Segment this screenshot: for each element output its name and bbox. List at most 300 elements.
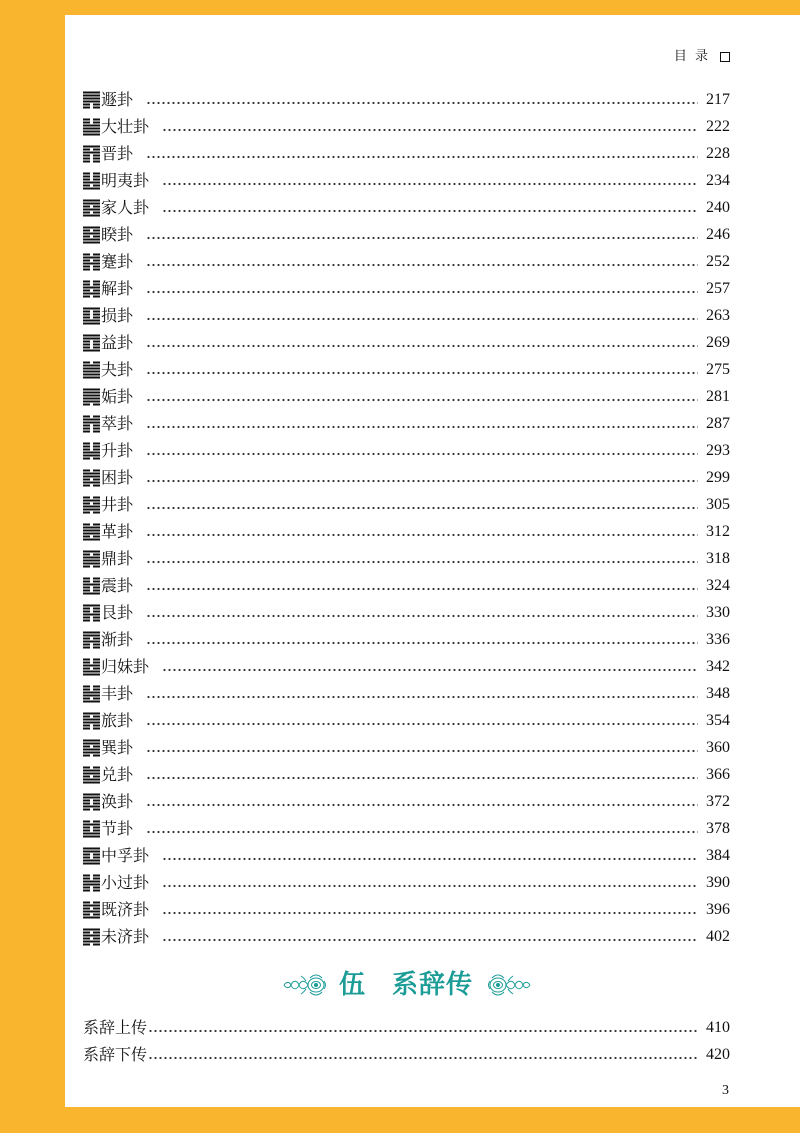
page-number: 3 — [722, 1083, 729, 1098]
yang-line — [83, 562, 100, 564]
section-title: 系辞传 — [392, 970, 474, 1000]
yin-line-segment — [83, 148, 90, 150]
hexagram-icon — [83, 847, 100, 865]
yang-line — [83, 673, 100, 675]
yin-line-segment — [93, 943, 100, 945]
toc-list — [83, 86, 730, 950]
yin-line-segment — [93, 856, 100, 858]
entry-page-ref: 240 — [706, 199, 730, 216]
yin-line-segment — [93, 688, 100, 690]
hexagram-icon — [83, 658, 100, 676]
yin-line-segment — [93, 685, 100, 687]
hexagram-icon — [83, 442, 100, 460]
yang-line — [83, 187, 100, 189]
yin-line-segment — [93, 448, 100, 450]
yin-line-segment — [93, 430, 100, 432]
yin-line-segment — [83, 697, 90, 699]
yin-line-segment — [83, 106, 90, 108]
yin-line-segment — [93, 697, 100, 699]
toc-entry — [83, 518, 730, 545]
toc-entry — [83, 680, 730, 707]
yin-line-segment — [83, 403, 90, 405]
hexagram-icon — [83, 523, 100, 541]
toc-entry — [83, 545, 730, 572]
entry-name: 解卦 — [101, 279, 134, 298]
yin-line-segment — [93, 280, 100, 282]
yang-line — [83, 538, 100, 540]
yang-line — [83, 505, 100, 507]
yang-line — [83, 475, 100, 477]
square-icon — [720, 52, 730, 62]
yin-line-segment — [83, 175, 90, 177]
toc-entry — [83, 923, 730, 950]
toc-entry — [83, 113, 730, 140]
yang-line — [83, 202, 100, 204]
yin-line-segment — [83, 253, 90, 255]
yang-line — [83, 238, 100, 240]
yin-line-segment — [93, 415, 100, 417]
hexagram-icon — [83, 91, 100, 109]
yin-line-segment — [83, 886, 90, 888]
dot-leader — [146, 101, 698, 105]
entry-page-ref: 222 — [706, 118, 730, 135]
yin-line-segment — [93, 889, 100, 891]
hexagram-icon — [83, 307, 100, 325]
dot-leader — [146, 641, 698, 645]
yang-line — [83, 781, 100, 783]
hexagram-icon — [83, 928, 100, 946]
yin-line-segment — [83, 268, 90, 270]
yin-line-segment — [83, 553, 90, 555]
yin-line-segment — [93, 106, 100, 108]
dot-leader — [146, 236, 698, 240]
yin-line-segment — [83, 289, 90, 291]
yin-line-segment — [93, 829, 100, 831]
yang-line — [83, 739, 100, 741]
yin-line-segment — [83, 457, 90, 459]
entry-page-ref: 299 — [706, 469, 730, 486]
toc-entry — [83, 1041, 730, 1068]
yin-line-segment — [93, 265, 100, 267]
entry-name: 震卦 — [101, 576, 134, 595]
yin-line-segment — [93, 484, 100, 486]
yin-line-segment — [93, 586, 100, 588]
yin-line-segment — [93, 316, 100, 318]
yin-line-segment — [93, 253, 100, 255]
yang-line — [83, 499, 100, 501]
hexagram-icon — [83, 685, 100, 703]
yin-line-segment — [83, 535, 90, 537]
hexagram-icon — [83, 712, 100, 730]
dot-leader — [146, 452, 698, 456]
toc-entry — [83, 140, 730, 167]
yin-line-segment — [83, 667, 90, 669]
yang-line — [83, 400, 100, 402]
yin-line-segment — [93, 580, 100, 582]
yin-line-segment — [83, 685, 90, 687]
yang-line — [83, 904, 100, 906]
yin-line-segment — [83, 856, 90, 858]
yin-line-segment — [83, 502, 90, 504]
entry-name: 遯卦 — [101, 90, 134, 109]
dot-leader — [146, 317, 698, 321]
yang-line — [83, 127, 100, 129]
yin-line-segment — [93, 235, 100, 237]
entry-page-ref: 269 — [706, 334, 730, 351]
yin-line-segment — [93, 259, 100, 261]
yin-line-segment — [93, 610, 100, 612]
yin-line-segment — [93, 160, 100, 162]
yang-line — [83, 880, 100, 882]
yin-line-segment — [83, 775, 90, 777]
yin-line-segment — [93, 478, 100, 480]
yin-line-segment — [83, 478, 90, 480]
yin-line-segment — [93, 901, 100, 903]
toc-entry — [83, 383, 730, 410]
yin-line-segment — [93, 907, 100, 909]
entry-page-ref: 257 — [706, 280, 730, 297]
yin-line-segment — [93, 565, 100, 567]
dot-leader — [146, 722, 698, 726]
hexagram-icon — [83, 145, 100, 163]
yang-line — [83, 823, 100, 825]
toc-entry — [83, 788, 730, 815]
yin-line-segment — [83, 178, 90, 180]
header-title: 目 录 — [673, 49, 710, 64]
yin-line-segment — [93, 658, 100, 660]
dot-leader — [162, 857, 698, 861]
toc-entry — [83, 275, 730, 302]
yin-line-segment — [93, 853, 100, 855]
entry-page-ref: 402 — [706, 928, 730, 945]
yin-line-segment — [93, 184, 100, 186]
yin-line-segment — [83, 658, 90, 660]
entry-name: 晋卦 — [101, 144, 134, 163]
yin-line-segment — [83, 469, 90, 471]
toc-entry — [83, 167, 730, 194]
yang-line — [83, 145, 100, 147]
yin-line-segment — [93, 289, 100, 291]
yin-line-segment — [83, 826, 90, 828]
yang-line — [83, 334, 100, 336]
yin-line-segment — [83, 484, 90, 486]
toc-entry — [83, 815, 730, 842]
dot-leader — [146, 587, 698, 591]
toc-entry — [83, 1014, 730, 1041]
yang-line — [83, 388, 100, 390]
yin-line-segment — [93, 445, 100, 447]
yang-line — [83, 640, 100, 642]
yang-line — [83, 256, 100, 258]
yang-line — [83, 796, 100, 798]
yang-line — [83, 214, 100, 216]
yin-line-segment — [93, 877, 100, 879]
yang-line — [83, 397, 100, 399]
yang-line — [83, 97, 100, 99]
yin-line-segment — [93, 937, 100, 939]
yang-line — [83, 370, 100, 372]
yin-line-segment — [93, 766, 100, 768]
yin-line-segment — [83, 766, 90, 768]
yang-line — [83, 694, 100, 696]
yin-line-segment — [83, 637, 90, 639]
toc-entry — [83, 491, 730, 518]
yang-line — [83, 712, 100, 714]
entry-name: 小过卦 — [101, 873, 150, 892]
yin-line-segment — [83, 346, 90, 348]
yang-line — [83, 751, 100, 753]
dot-leader — [146, 506, 698, 510]
yin-line-segment — [93, 553, 100, 555]
entry-name: 兑卦 — [101, 765, 134, 784]
entry-page-ref: 378 — [706, 820, 730, 837]
yin-line-segment — [83, 265, 90, 267]
yin-line-segment — [83, 343, 90, 345]
yin-line-segment — [83, 415, 90, 417]
toc-entry — [83, 572, 730, 599]
yang-line — [83, 700, 100, 702]
yin-line-segment — [83, 877, 90, 879]
yin-line-segment — [93, 340, 100, 342]
yin-line-segment — [93, 523, 100, 525]
section-toc-list — [83, 1014, 730, 1068]
yin-line-segment — [93, 616, 100, 618]
dot-leader — [146, 479, 698, 483]
entry-name: 蹇卦 — [101, 252, 134, 271]
yin-line-segment — [83, 901, 90, 903]
dot-leader — [146, 695, 698, 699]
entry-page-ref: 348 — [706, 685, 730, 702]
entry-page-ref: 305 — [706, 496, 730, 513]
yin-line-segment — [83, 745, 90, 747]
toc-entry — [83, 302, 730, 329]
yin-line-segment — [93, 619, 100, 621]
yang-line — [83, 181, 100, 183]
yin-line-segment — [83, 259, 90, 261]
yin-line-segment — [93, 178, 100, 180]
yin-line-segment — [83, 424, 90, 426]
yin-line-segment — [83, 229, 90, 231]
yin-line-segment — [93, 211, 100, 213]
yin-line-segment — [83, 121, 90, 123]
yang-line — [83, 805, 100, 807]
yin-line-segment — [83, 661, 90, 663]
dot-leader — [146, 425, 698, 429]
yin-line-segment — [93, 724, 100, 726]
yin-line-segment — [83, 943, 90, 945]
dot-leader — [146, 344, 698, 348]
yang-line — [83, 718, 100, 720]
yin-line-segment — [93, 808, 100, 810]
yin-line-segment — [93, 457, 100, 459]
yin-line-segment — [93, 118, 100, 120]
entry-page-ref: 281 — [706, 388, 730, 405]
yang-line — [83, 307, 100, 309]
entry-page-ref: 330 — [706, 604, 730, 621]
running-header — [674, 49, 730, 65]
yang-line — [83, 859, 100, 861]
yin-line-segment — [83, 724, 90, 726]
yang-line — [83, 508, 100, 510]
yin-line-segment — [83, 931, 90, 933]
yin-line-segment — [93, 661, 100, 663]
toc-entry — [83, 599, 730, 626]
entry-name: 巽卦 — [101, 738, 134, 757]
hexagram-icon — [83, 388, 100, 406]
yang-line — [83, 772, 100, 774]
yang-line — [83, 472, 100, 474]
toc-entry — [83, 221, 730, 248]
entry-name: 系辞上传 — [83, 1018, 148, 1037]
yin-line-segment — [93, 715, 100, 717]
yin-line-segment — [93, 229, 100, 231]
yang-line — [83, 832, 100, 834]
hexagram-icon — [83, 766, 100, 784]
section-numeral: 伍 — [339, 970, 366, 1000]
hexagram-icon — [83, 820, 100, 838]
toc-entry — [83, 86, 730, 113]
hexagram-icon — [83, 199, 100, 217]
yin-line-segment — [83, 853, 90, 855]
yin-line-segment — [83, 802, 90, 804]
hexagram-icon — [83, 253, 100, 271]
yin-line-segment — [83, 619, 90, 621]
yin-line-segment — [83, 211, 90, 213]
yang-line — [83, 421, 100, 423]
yin-line-segment — [93, 469, 100, 471]
yang-line — [83, 631, 100, 633]
entry-page-ref: 396 — [706, 901, 730, 918]
toc-entry — [83, 437, 730, 464]
entry-name: 升卦 — [101, 441, 134, 460]
yin-line-segment — [93, 313, 100, 315]
yin-line-segment — [93, 268, 100, 270]
yin-line-segment — [83, 616, 90, 618]
hexagram-icon — [83, 361, 100, 379]
yang-line — [83, 262, 100, 264]
yang-line — [83, 394, 100, 396]
entry-page-ref: 312 — [706, 523, 730, 540]
entry-page-ref: 384 — [706, 847, 730, 864]
yang-line — [83, 556, 100, 558]
yang-line — [83, 835, 100, 837]
yang-line — [83, 604, 100, 606]
yang-line — [83, 550, 100, 552]
entry-name: 革卦 — [101, 522, 134, 541]
entry-page-ref: 420 — [706, 1046, 730, 1063]
entry-name: 未济卦 — [101, 927, 150, 946]
yin-line-segment — [93, 802, 100, 804]
yin-line-segment — [93, 442, 100, 444]
yin-line-segment — [93, 361, 100, 363]
yin-line-segment — [83, 442, 90, 444]
yin-line-segment — [83, 820, 90, 822]
hexagram-icon — [83, 280, 100, 298]
yang-line — [83, 910, 100, 912]
entry-page-ref: 354 — [706, 712, 730, 729]
toc-entry — [83, 194, 730, 221]
hexagram-icon — [83, 577, 100, 595]
yin-line-segment — [83, 280, 90, 282]
yin-line-segment — [93, 172, 100, 174]
entry-name: 益卦 — [101, 333, 134, 352]
yang-line — [83, 532, 100, 534]
entry-page-ref: 275 — [706, 361, 730, 378]
hexagram-icon — [83, 550, 100, 568]
yin-line-segment — [83, 310, 90, 312]
entry-page-ref: 336 — [706, 631, 730, 648]
yin-line-segment — [93, 820, 100, 822]
yin-line-segment — [93, 403, 100, 405]
entry-name: 井卦 — [101, 495, 134, 514]
yang-line — [83, 130, 100, 132]
yang-line — [83, 367, 100, 369]
yin-line-segment — [83, 610, 90, 612]
yin-line-segment — [93, 103, 100, 105]
yang-line — [83, 337, 100, 339]
toc-entry — [83, 896, 730, 923]
yin-line-segment — [83, 205, 90, 207]
yin-line-segment — [83, 235, 90, 237]
yin-line-segment — [93, 205, 100, 207]
hexagram-icon — [83, 874, 100, 892]
entry-page-ref: 252 — [706, 253, 730, 270]
yang-line — [83, 151, 100, 153]
hexagram-icon — [83, 469, 100, 487]
yin-line-segment — [93, 577, 100, 579]
yang-line — [83, 454, 100, 456]
yin-line-segment — [83, 295, 90, 297]
yin-line-segment — [93, 646, 100, 648]
yin-line-segment — [93, 589, 100, 591]
yin-line-segment — [83, 523, 90, 525]
yang-line — [83, 691, 100, 693]
entry-page-ref: 390 — [706, 874, 730, 891]
yin-line-segment — [93, 496, 100, 498]
dot-leader — [146, 749, 698, 753]
yin-line-segment — [93, 283, 100, 285]
entry-name: 损卦 — [101, 306, 134, 325]
yin-line-segment — [93, 913, 100, 915]
entry-name: 鼎卦 — [101, 549, 134, 568]
entry-page-ref: 342 — [706, 658, 730, 675]
yang-line — [83, 91, 100, 93]
entry-page-ref: 287 — [706, 415, 730, 432]
entry-name: 渐卦 — [101, 630, 134, 649]
yin-line-segment — [83, 808, 90, 810]
entry-name: 艮卦 — [101, 603, 134, 622]
yin-line-segment — [93, 754, 100, 756]
dot-leader — [148, 1056, 698, 1060]
yang-line — [83, 100, 100, 102]
entry-name: 姤卦 — [101, 387, 134, 406]
yin-line-segment — [83, 589, 90, 591]
entry-name: 大壮卦 — [101, 117, 150, 136]
yin-line-segment — [83, 430, 90, 432]
yang-line — [83, 199, 100, 201]
entry-page-ref: 217 — [706, 91, 730, 108]
entry-page-ref: 372 — [706, 793, 730, 810]
yin-line-segment — [83, 118, 90, 120]
entry-page-ref: 263 — [706, 307, 730, 324]
yin-line-segment — [93, 745, 100, 747]
dot-leader — [146, 263, 698, 267]
yang-line — [83, 241, 100, 243]
dot-leader — [162, 128, 698, 132]
yang-line — [83, 613, 100, 615]
yang-line — [83, 364, 100, 366]
yang-line — [83, 670, 100, 672]
